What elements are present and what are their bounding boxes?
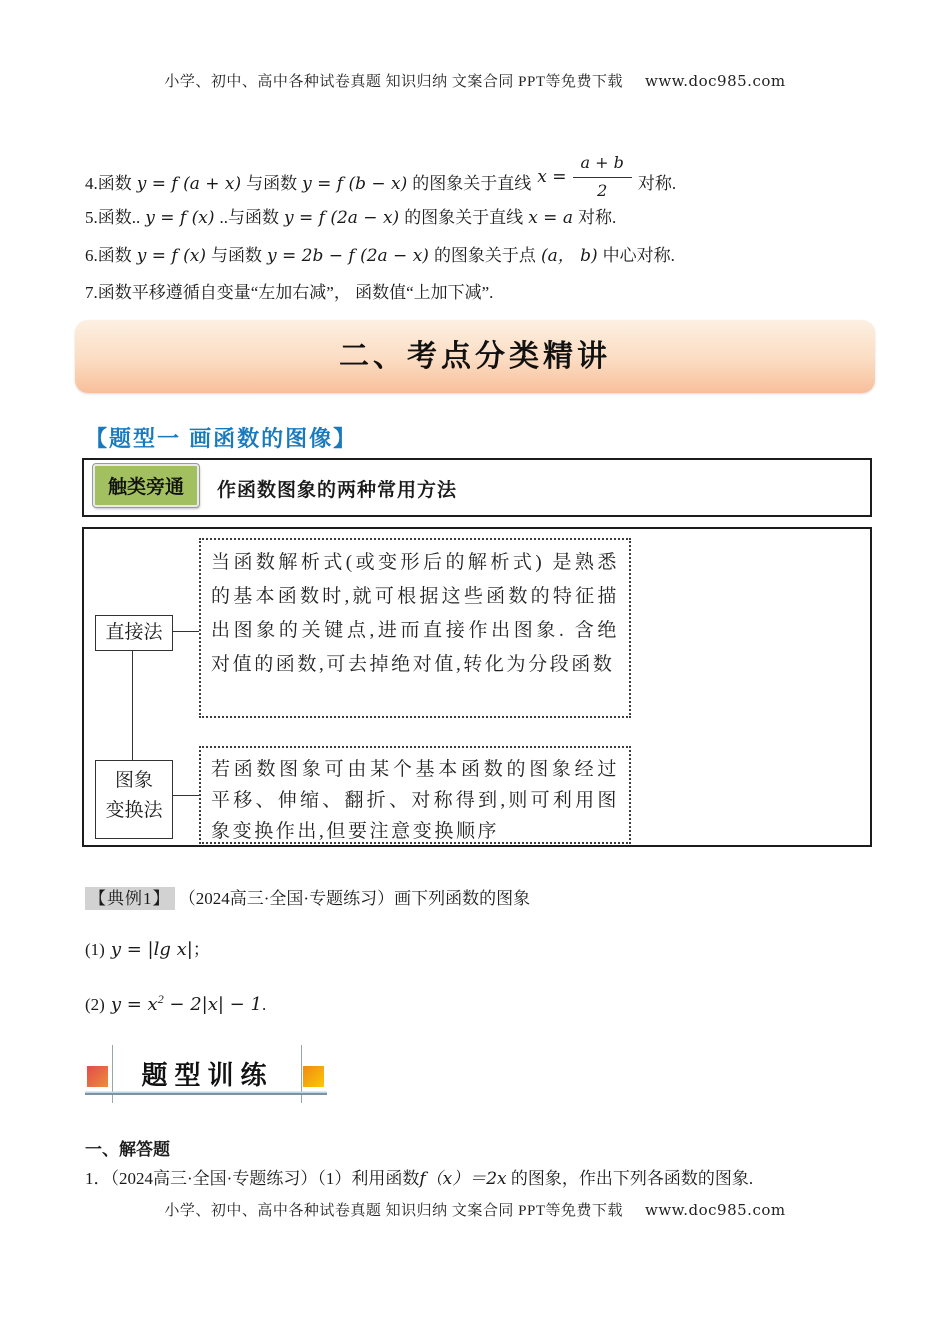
note4-post: 对称.: [637, 173, 677, 193]
fraction-denominator: 2: [573, 177, 632, 204]
method-diagram-box: [82, 527, 872, 847]
page-header: [0, 70, 950, 91]
note4-pre: 4.函数: [85, 173, 132, 193]
example-1-badge: 【典例1】: [85, 887, 175, 910]
diagram-label-transform-method: [95, 760, 173, 839]
note4-mid1: 与函数: [246, 173, 298, 193]
orange-square-icon: [303, 1066, 324, 1087]
fraction-block: [573, 150, 632, 204]
note5-formula-3: x = a: [528, 208, 573, 228]
section-banner: [75, 320, 875, 393]
header-text: 小学、初中、高中各种试卷真题 知识归纳 文案合同 PPT等免费下载: [164, 74, 623, 90]
topic-heading-text: 【题型一 画函数的图像】: [85, 426, 358, 451]
note4-formula-2: y = f (b − x): [302, 173, 408, 194]
header-url[interactable]: www.doc985.com: [645, 72, 786, 90]
note6-mid1: 与函数: [210, 246, 262, 265]
topic-heading: [85, 422, 357, 453]
transform-label-line2: 变换法: [105, 800, 163, 821]
diagram-connector-1: [172, 631, 199, 632]
answer1-math: f（x）＝2x: [419, 1169, 507, 1189]
part2-punct: .: [261, 995, 267, 1014]
part1-number: (1): [85, 940, 105, 959]
example-1-source: （2024高三·全国·专题练习）画下列函数的图象: [178, 889, 531, 908]
note5-formula-2: y = f (2a − x): [283, 208, 400, 228]
example-1-part-2: [85, 992, 885, 1015]
part2-formula-rest: − 2|x| − 1: [163, 994, 262, 1015]
note-item-7: [85, 280, 885, 306]
part2-formula-base: y = x: [110, 994, 158, 1015]
note-item-5: [85, 205, 885, 231]
note4-mid2: 的图象关于直线: [412, 173, 532, 193]
note5-pre: 5.函数..: [85, 208, 141, 227]
note6-mid2: 的图象关于点: [433, 246, 536, 265]
note-item-4: [85, 153, 885, 212]
note4-formula-1: y = f (a + x): [136, 173, 242, 194]
answer1-pre: （2024高三·全国·专题练习）（1）利用函数: [110, 1169, 420, 1188]
note4-fraction: [537, 150, 632, 204]
note6-formula-1: y = f (x): [136, 246, 206, 266]
note6-post: 中心对称.: [602, 246, 675, 265]
note7-text: 7.函数平移遵循自变量“左加右减”， 函数值“上加下减”.: [85, 283, 494, 302]
note6-pre: 6.函数: [85, 246, 132, 265]
section-banner-title: 二、考点分类精讲: [339, 340, 611, 373]
part2-number: (2): [85, 995, 105, 1014]
note5-mid1: ..与函数: [219, 208, 279, 227]
answer1-post: 的图象，作出下列各函数的图象.: [506, 1169, 754, 1188]
diagram-label-direct-method: 直接法: [95, 615, 173, 651]
part1-punct: ；: [192, 940, 210, 959]
method-box-title: 作函数图象的两种常用方法: [217, 480, 458, 501]
method-badge: 触类旁通: [93, 464, 199, 507]
diagram-vertical-line: [132, 650, 133, 760]
training-banner: [85, 1045, 335, 1107]
note-item-6: [85, 243, 885, 269]
diagram-desc-transform-method: 若函数图象可由某个基本函数的图象经过平移、伸缩、翻折、对称得到,则可利用图象变换作出,但要注意变换顺序: [199, 746, 631, 844]
fraction-numerator: a + b: [580, 153, 624, 172]
answer1-number: 1．: [85, 1169, 111, 1188]
note6-formula-2: y = 2b − f (2a − x): [266, 246, 429, 266]
page-footer: [0, 1199, 950, 1220]
footer-text: 小学、初中、高中各种试卷真题 知识归纳 文案合同 PPT等免费下载: [164, 1203, 623, 1219]
note5-mid2: 的图象关于直线: [404, 208, 524, 227]
answers-heading-text: 一、解答题: [85, 1140, 170, 1159]
answer-item-1: [85, 1164, 905, 1189]
note5-post: 对称.: [577, 208, 617, 227]
note6-formula-3: (a， b): [540, 246, 598, 266]
method-title-box: [82, 458, 872, 517]
example-1-line: [85, 884, 885, 909]
footer-url[interactable]: www.doc985.com: [645, 1201, 786, 1219]
transform-label-line1: 图象: [114, 770, 153, 791]
banner-underline: [85, 1093, 327, 1095]
example-1-part-1: [85, 935, 885, 960]
diagram-connector-2: [172, 795, 199, 796]
note4-frac-lhs: x =: [537, 167, 567, 187]
note5-formula-1: y = f (x): [145, 208, 215, 228]
part1-formula: y = |lg x|: [110, 939, 193, 960]
part2-formula-exponent: 2: [157, 992, 164, 1006]
diagram-desc-direct-method: 当函数解析式(或变形后的解析式) 是熟悉的基本函数时,就可根据这些函数的特征描出图象的关键点,进而直接作出图象. 含绝对值的函数,可去掉绝对值,转化为分段函数: [199, 538, 631, 718]
red-square-icon: [87, 1066, 108, 1087]
answers-heading: [85, 1135, 170, 1160]
training-banner-title: 题型训练: [141, 1061, 274, 1090]
